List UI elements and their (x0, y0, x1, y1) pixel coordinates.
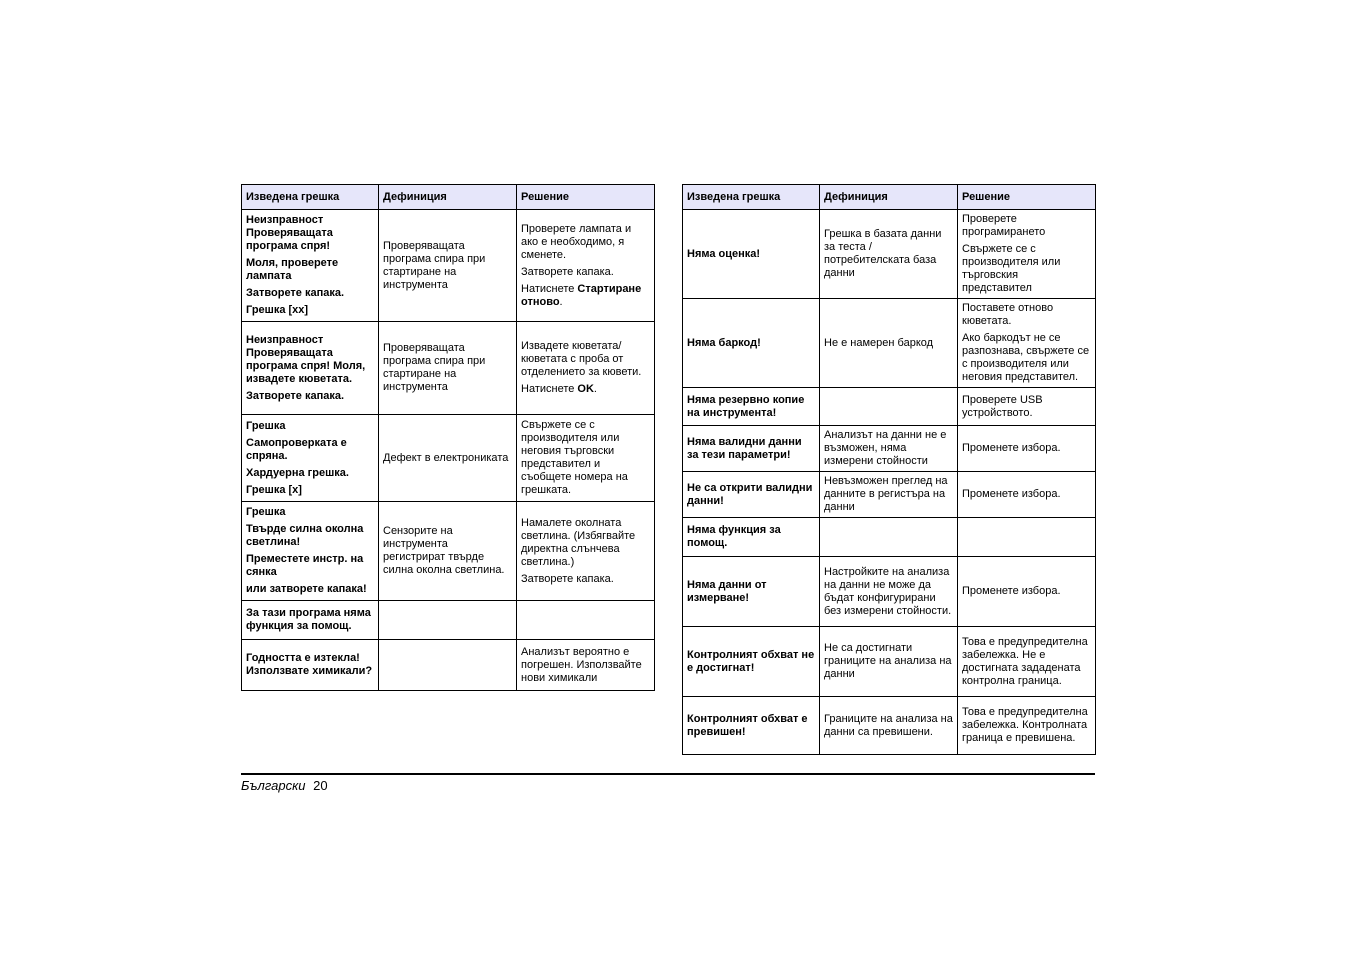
solution-text: Намалете околната светлина. (Избягвайте директна слънчева светлина.) (521, 516, 636, 568)
error-message-line: Няма валидни данни за тези параметри! (687, 435, 802, 461)
header-solution: Решение (517, 185, 655, 210)
table-row (242, 601, 655, 640)
error-message-line: или затворете капака! (246, 583, 367, 595)
table-row (683, 472, 1096, 518)
definition-text: Настройките на анализа на данни не може да бъдат конфигурирани без измерени стойности. (824, 565, 952, 617)
definition-cell (379, 210, 517, 322)
definition-cell (820, 627, 958, 697)
definition-text: Не е намерен баркод (824, 336, 934, 349)
table-row (242, 502, 655, 601)
solution-text: Проверете USB устройството. (962, 393, 1043, 419)
table-row (683, 697, 1096, 755)
footer-rule (241, 773, 1095, 775)
error-message-line: Контролният обхват е превишен! (687, 712, 808, 738)
table-header-row (242, 185, 655, 210)
error-message-line: Неизправност Проверяващата програма спря! Моля, извадете кюветата. (246, 333, 366, 385)
header-solution: Решение (958, 185, 1096, 210)
solution-text: Това е предупредителна забележка. Контролната граница е превишена. (962, 706, 1088, 744)
error-message-line: Не са открити валидни данни! (687, 481, 813, 507)
error-message-line: Няма баркод! (687, 336, 761, 349)
page-number: 20 (313, 778, 328, 793)
header-error: Изведена грешка (683, 185, 820, 210)
solution-cell (958, 426, 1096, 472)
solution-text: Това е предупредителна забележка. Не е достигната зададената контролна граница. (962, 635, 1088, 687)
definition-text: Дефект в електрониката (383, 451, 509, 464)
error-message-line: Няма данни от измерване! (687, 578, 767, 604)
solution-text: Свържете се с производителя или търговския представител (962, 243, 1061, 294)
table-body (242, 210, 655, 691)
table-row (242, 415, 655, 502)
definition-cell (820, 472, 958, 518)
definition-text: Грешка в базата данни за теста / потребителската база данни (824, 228, 942, 279)
table-row (242, 322, 655, 415)
solution-cell (517, 415, 655, 502)
solution-text: Променете избора. (962, 442, 1061, 454)
error-message-cell (242, 322, 379, 415)
solution-suffix: . (593, 383, 597, 395)
error-message-line: Грешка [xx] (246, 304, 309, 316)
solution-cell (517, 210, 655, 322)
table-row (683, 388, 1096, 426)
solution-text (521, 283, 650, 309)
definition-cell (820, 697, 958, 755)
solution-cell (958, 210, 1096, 299)
error-message-cell (242, 502, 379, 601)
error-message-cell (683, 697, 820, 755)
error-message-line: Грешка (246, 506, 286, 518)
definition-text: Не са достигнати границите на анализа на данни (824, 642, 952, 680)
solution-bold-key: OK (577, 383, 594, 395)
solution-cell (958, 472, 1096, 518)
error-message-cell (683, 518, 820, 557)
table-row (683, 299, 1096, 388)
header-definition: Дефиниция (379, 185, 517, 210)
definition-cell (379, 322, 517, 415)
error-message-cell (683, 299, 820, 388)
definition-cell (820, 557, 958, 627)
error-message-line: Самопроверката е спряна. (246, 436, 347, 462)
definition-cell (379, 601, 517, 640)
definition-text: Границите на анализа на данни са превишени. (824, 712, 953, 738)
solution-text: Променете избора. (962, 585, 1061, 597)
solution-text: Анализът вероятно е погрешен. Използвайте нови химикали (521, 645, 642, 684)
solution-cell (958, 299, 1096, 388)
solution-cell (958, 557, 1096, 627)
definition-cell (820, 299, 958, 388)
definition-cell (379, 415, 517, 502)
error-message-line: Моля, проверете лампата (246, 257, 339, 282)
solution-cell (958, 388, 1096, 426)
definition-text: Проверяващата програма спира при стартиране на инструмента (383, 342, 486, 393)
error-message-line: Контролният обхват не е достигнат! (687, 648, 815, 674)
solution-text: Проверете програмирането (962, 213, 1046, 238)
table-body (683, 210, 1096, 755)
error-message-line: Грешка [x] (246, 483, 302, 496)
table-row (242, 210, 655, 322)
definition-text: Сензорите на инструмента регистрират твърде силна околна светлина. (383, 525, 505, 576)
error-message-cell (683, 472, 820, 518)
error-message-line: Няма резервно копие на инструмента! (687, 393, 805, 419)
definition-cell (820, 426, 958, 472)
solution-prefix: Натиснете (521, 383, 578, 395)
definition-text: Анализът на данни не е възможен, няма измерени стойности (824, 429, 947, 467)
table-row (242, 640, 655, 691)
solution-cell (517, 322, 655, 415)
definition-cell (379, 502, 517, 601)
solution-text: Проверете лампата и ако е необходимо, я сменете. (521, 222, 632, 261)
error-message-line: Затворете капака. (246, 287, 345, 299)
solution-cell (517, 601, 655, 640)
error-message-cell (683, 557, 820, 627)
table-header-row (683, 185, 1096, 210)
solution-text: Извадете кюветата/ кюветата с проба от отделението за кювети. (521, 340, 642, 378)
table-row (683, 627, 1096, 697)
table-row (683, 426, 1096, 472)
solution-text: Променете избора. (962, 488, 1061, 500)
solution-text: Свържете се с производителя или неговия търговски представител и съобщете номера на грешката. (521, 419, 628, 496)
footer-language: Български (241, 778, 306, 793)
solution-cell (517, 640, 655, 691)
table-row (683, 210, 1096, 299)
solution-text: Затворете капака. (521, 265, 614, 278)
definition-cell (379, 640, 517, 691)
error-table-left (241, 184, 655, 691)
solution-text: Затворете капака. (521, 572, 614, 585)
header-error: Изведена грешка (242, 185, 379, 210)
definition-cell (820, 210, 958, 299)
error-message-line: Затворете капака. (246, 389, 345, 402)
table-row (683, 557, 1096, 627)
solution-text (521, 383, 650, 396)
solution-cell (958, 697, 1096, 755)
error-message-cell (242, 415, 379, 502)
page-footer (241, 778, 328, 793)
solution-text: Поставете отново кюветата. (962, 302, 1054, 327)
definition-text: Невъзможен преглед на данните в регистъра на данни (824, 475, 948, 513)
definition-cell (820, 518, 958, 557)
error-message-cell (683, 210, 820, 299)
solution-text: Ако баркодът не се разпознава, свържете се с производителя или неговия представител. (962, 332, 1090, 383)
error-message-line: Неизправност Проверяващата програма спря! (246, 214, 333, 252)
solution-bold-key: Стартиране отново (521, 282, 642, 308)
solution-cell (958, 518, 1096, 557)
error-table-right (682, 184, 1096, 755)
error-message-line: За тази програма няма функция за помощ. (246, 607, 371, 632)
error-message-cell (683, 426, 820, 472)
definition-cell (820, 388, 958, 426)
solution-cell (958, 627, 1096, 697)
error-message-cell (242, 210, 379, 322)
error-message-line: Няма функция за помощ. (687, 524, 781, 549)
error-message-cell (683, 388, 820, 426)
error-message-line: Годността е изтекла! Използвате химикали? (246, 652, 373, 677)
table-row (683, 518, 1096, 557)
error-message-line: Преместете инстр. на сянка (246, 553, 364, 578)
error-message-cell (242, 640, 379, 691)
definition-text: Проверяващата програма спира при стартиране на инструмента (383, 239, 486, 291)
error-message-cell (242, 601, 379, 640)
header-definition: Дефиниция (820, 185, 958, 210)
error-message-line: Грешка (246, 419, 286, 432)
error-message-line: Няма оценка! (687, 247, 761, 260)
solution-cell (517, 502, 655, 601)
error-message-line: Твърде силна околна светлина! (246, 523, 364, 548)
solution-prefix: Натиснете (521, 282, 578, 295)
error-message-line: Хардуерна грешка. (246, 466, 349, 479)
error-message-cell (683, 627, 820, 697)
solution-suffix: . (559, 295, 563, 308)
